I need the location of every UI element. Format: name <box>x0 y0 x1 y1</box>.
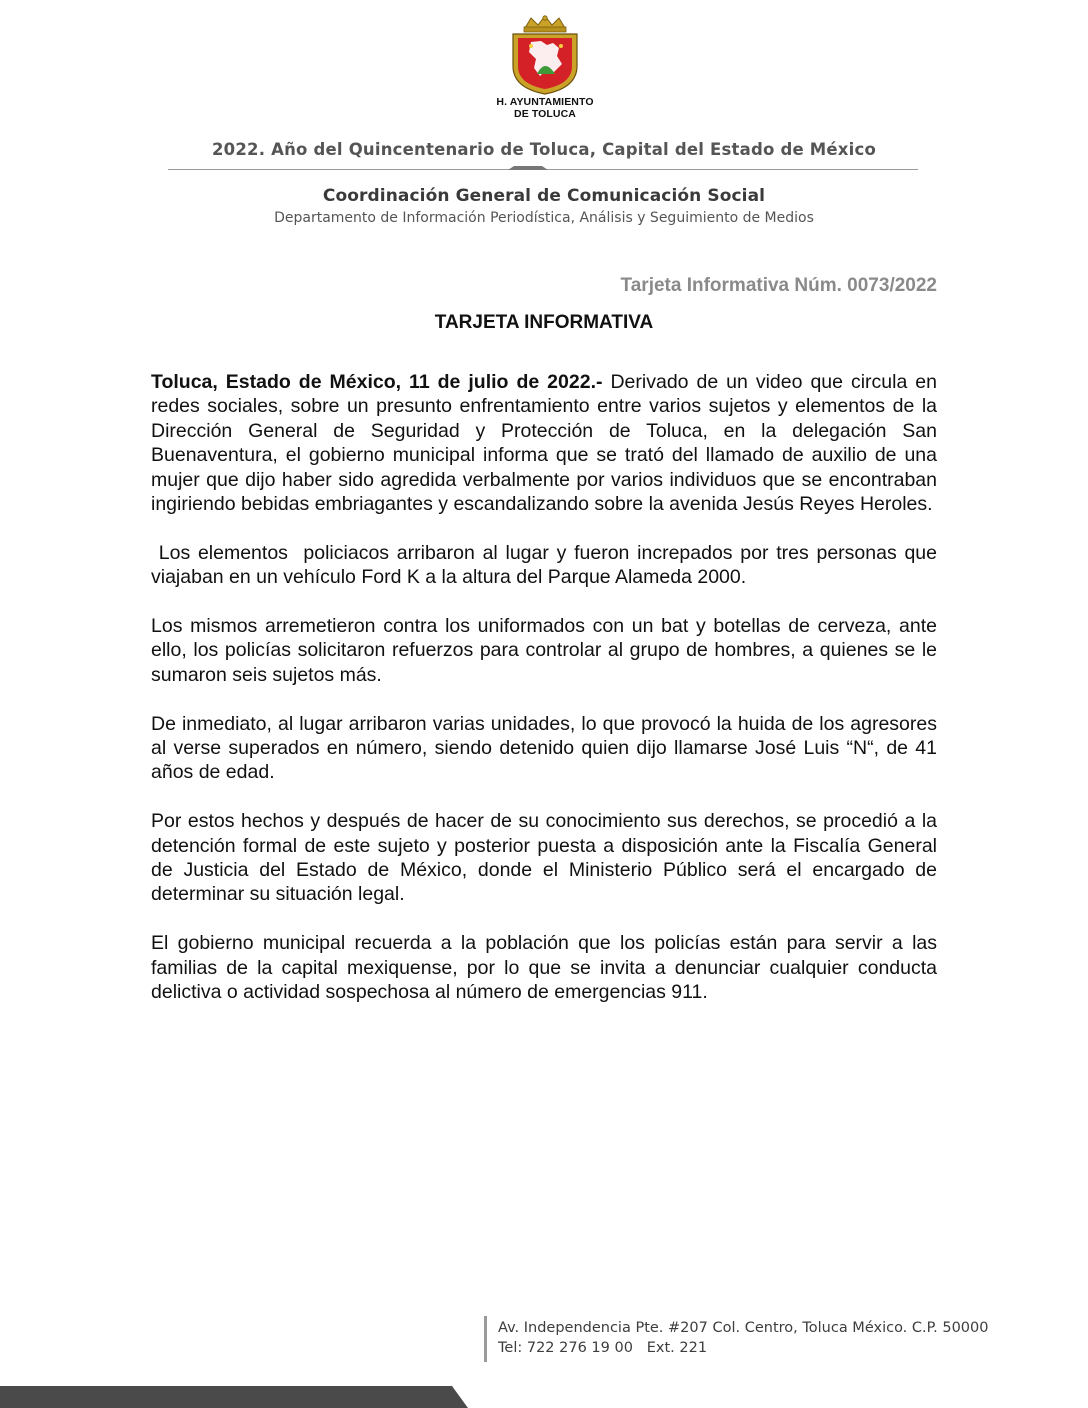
department-subtitle: Departamento de Información Periodística, Análisis y Seguimiento de Medios <box>274 210 814 226</box>
dateline: Toluca, Estado de México, 11 de julio de 2022.- <box>151 371 603 393</box>
logo-text-line2: DE TOLUCA <box>514 108 576 120</box>
footer-divider <box>484 1316 487 1362</box>
card-number: Tarjeta Informativa Núm. 0073/2022 <box>620 275 937 296</box>
document-body <box>151 370 943 1029</box>
footer-phone: Tel: 722 276 19 00 Ext. 221 <box>498 1340 708 1356</box>
municipal-logo <box>482 14 608 120</box>
footer-band <box>0 1386 468 1408</box>
paragraph-6: El gobierno municipal recuerda a la población que los policías están para servir a las familias de la capital mexiquense, por lo que se invita a denunciar cualquier conducta delictiva o actividad sospechosa al número de emergencias 911. <box>151 932 937 1004</box>
document-title: TARJETA INFORMATIVA <box>434 312 654 333</box>
year-motto: 2022. Año del Quincentenario de Toluca, Capital del Estado de México <box>211 140 877 159</box>
paragraph-1 <box>151 370 937 516</box>
logo-text-line1: H. AYUNTAMIENTO <box>496 96 594 108</box>
footer-address: Av. Independencia Pte. #207 Col. Centro, Toluca México. C.P. 50000 <box>498 1320 989 1336</box>
department-title: Coordinación General de Comunicación Social <box>322 186 766 206</box>
paragraph-5: Por estos hechos y después de hacer de su conocimiento sus derechos, se procedió a la detención formal de este sujeto y posterior puesta a disposición ante la Fiscalía General de Justicia del Estado de México, donde el Ministerio Público será el encargado de determinar su situación legal. <box>151 810 937 906</box>
paragraph-2: Los elementos policiacos arribaron al lugar y fueron increpados por tres personas que viajaban en un vehículo Ford K a la altura del Parque Alameda 2000. <box>151 541 943 589</box>
paragraph-1-text: Derivado de un video que circula en redes sociales, sobre un presunto enfrentamiento entre varios sujetos y elementos de la Dirección General de Seguridad y Protección de Toluca, en la delegación San Buenaventura, el gobierno municipal informa que se trató del llamado de auxilio de una mujer que dijo haber sido agredida verbalmente por varios individuos que se encontraban ingiriendo bebidas embriagantes y escandalizando sobre la avenida Jesús Reyes Heroles. <box>151 371 937 516</box>
coat-of-arms-icon <box>507 14 583 96</box>
paragraph-4: De inmediato, al lugar arribaron varias unidades, lo que provocó la huida de los agresores al verse superados en número, siendo detenido quien dijo llamarse José Luis “N“, de 41 años de edad. <box>151 712 937 784</box>
paragraph-3: Los mismos arremetieron contra los uniformados con un bat y botellas de cerveza, ante ello, los policías solicitaron refuerzos para controlar al grupo de hombres, a quienes se le sumaron seis sujetos más. <box>151 615 937 686</box>
header-divider-accent <box>508 166 548 170</box>
